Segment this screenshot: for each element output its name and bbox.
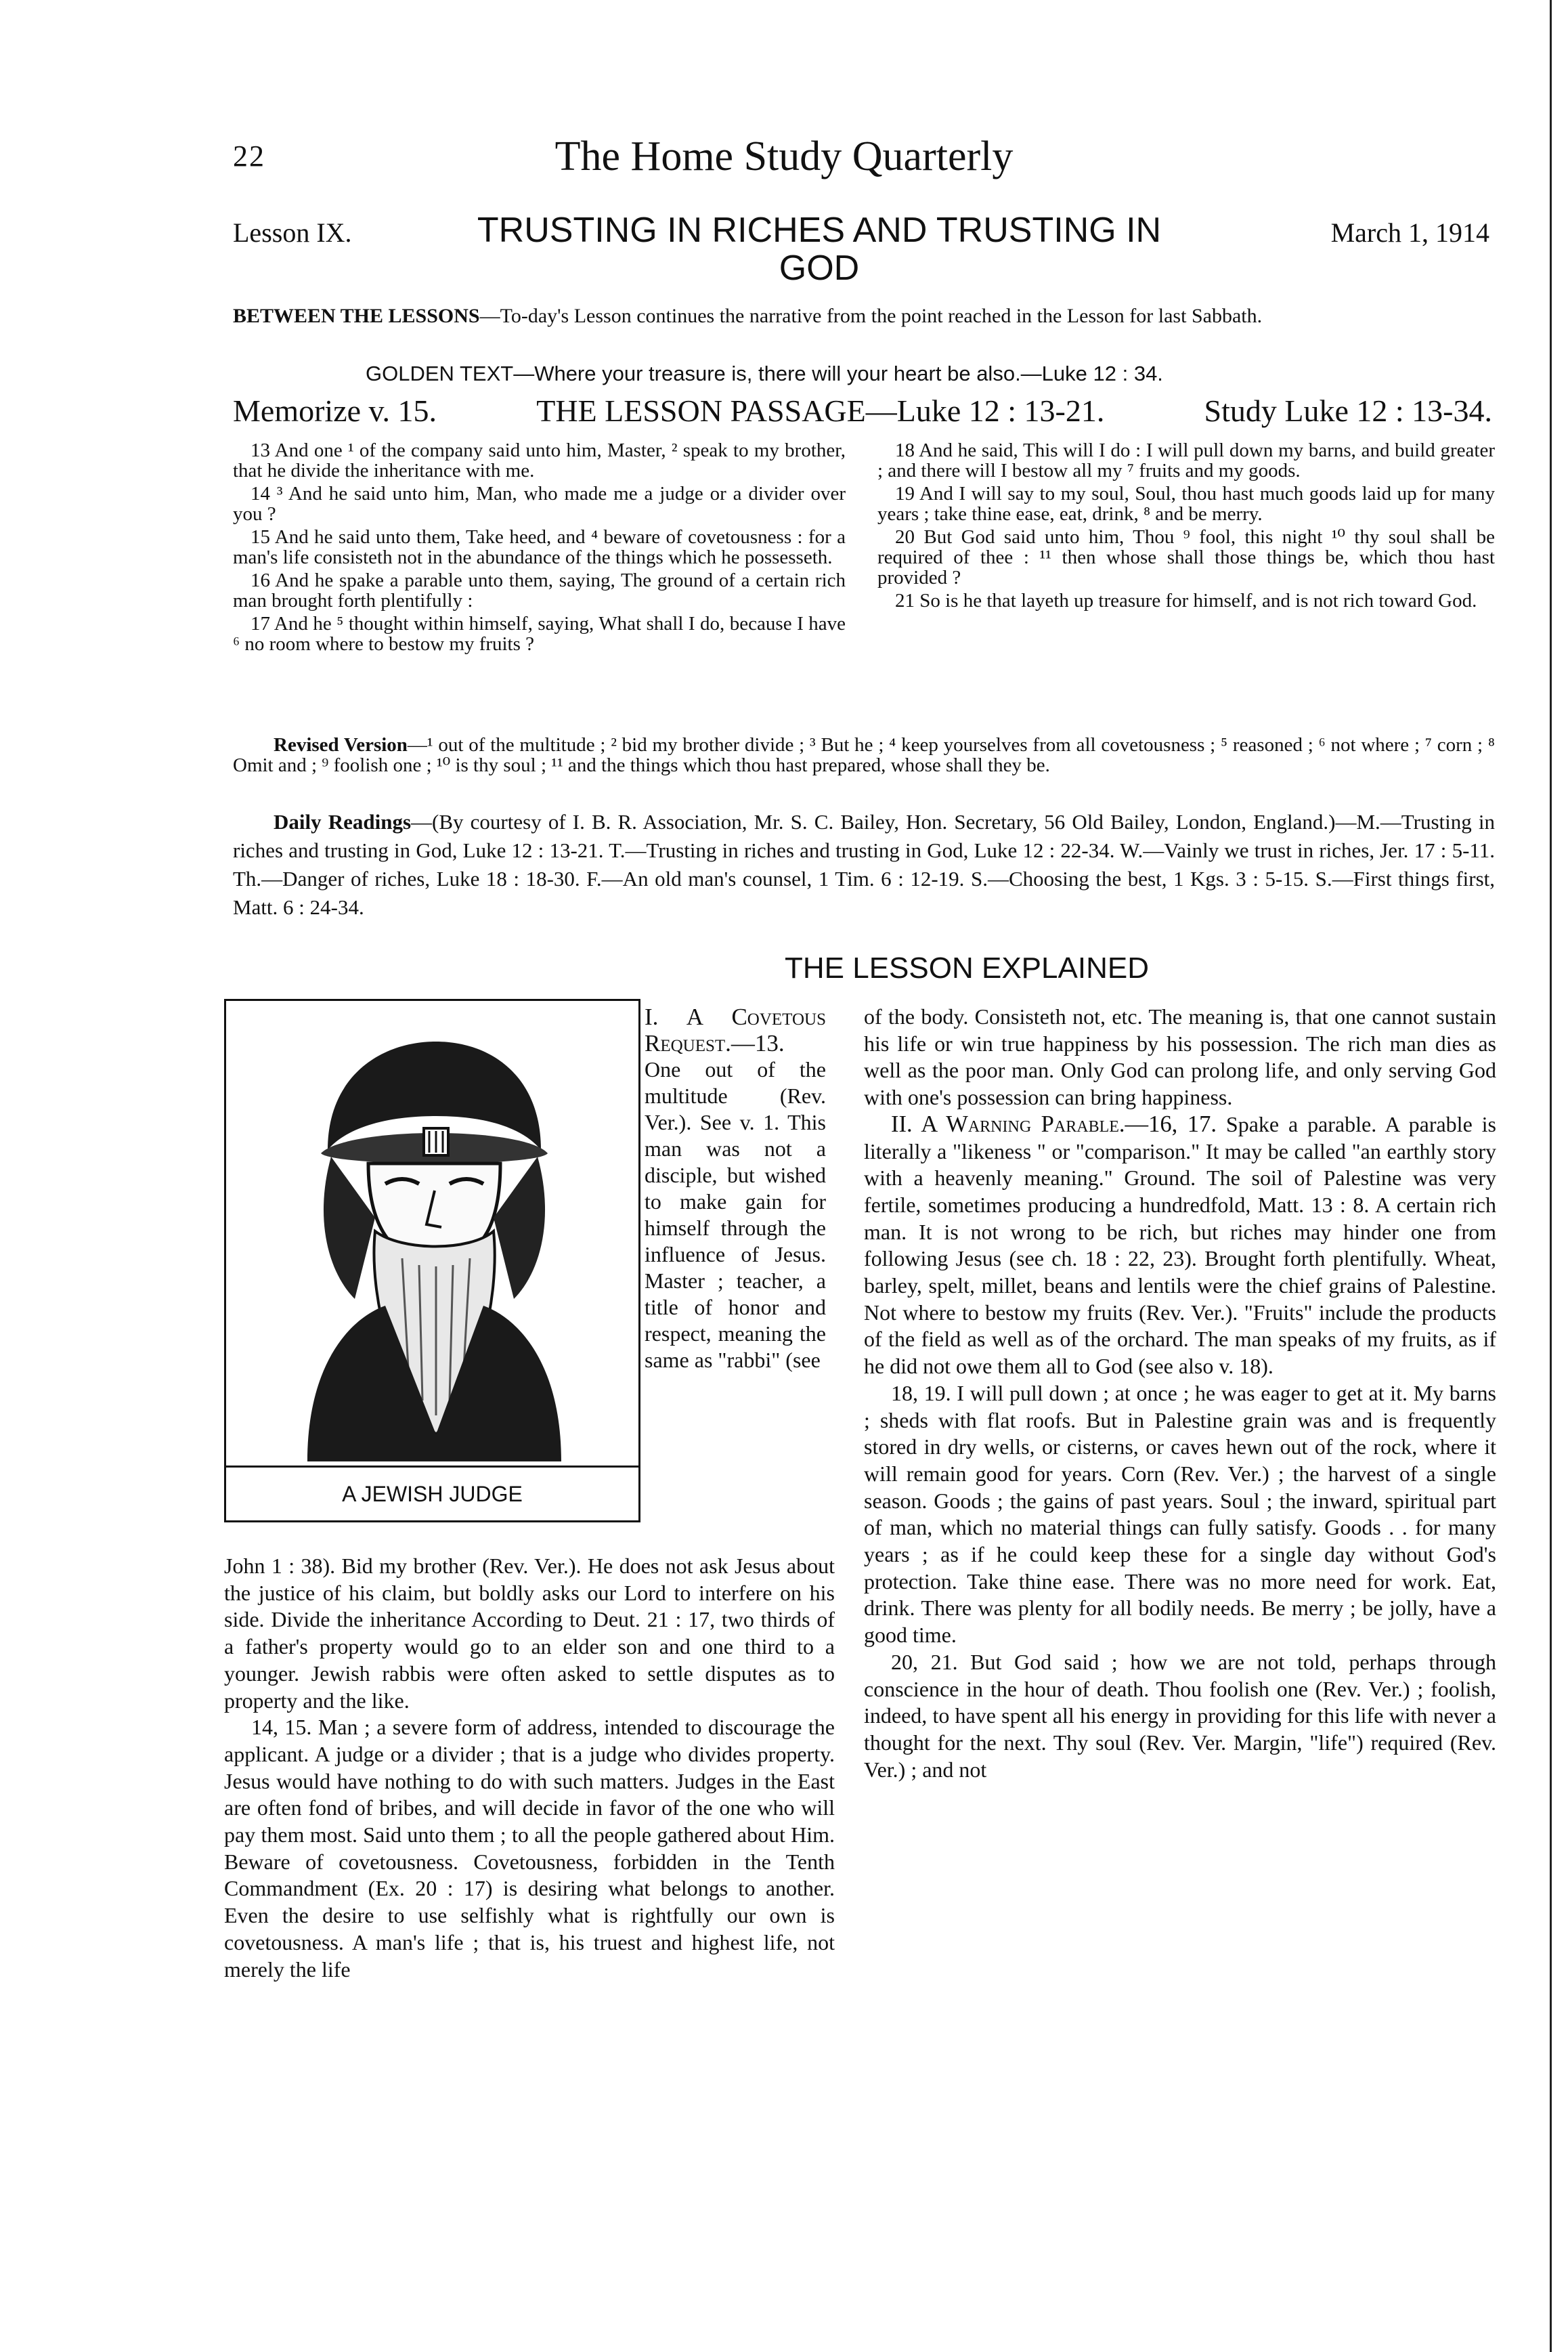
verse: 18 And he said, This will I do : I will pull down my barns, and build greater ; and there will I bestow all my ⁷ fruits and my goods. (877, 440, 1495, 482)
daily-readings (233, 808, 1495, 922)
verse: 21 So is he that layeth up treasure for himself, and is not rich toward God. (895, 590, 1477, 612)
figure-caption: A JEWISH JUDGE (226, 1466, 638, 1520)
between-lessons (233, 303, 1489, 329)
explanation-right-column (864, 1004, 1496, 1783)
paragraph: 18, 19. I will pull down ; at once ; he was eager to get at it. My barns ; sheds with flat roofs. But in Palestine grain was and is frequently stored in dry wells, or cisterns, or caves hewn out of the rock, where it will remain good for years. Corn (Rev. Ver.) ; the harvest of a single season. Goods ; the gains of past years. Soul ; the inward, spiritual part of man, which no material things can fully satisfy. Goods . . for many years ; as if he could keep these for a single day without God's protection. Take thine ease. There was no more need for work. Eat, drink. There was plenty for all bodily needs. Be merry ; be jolly, have a good time. (864, 1380, 1496, 1648)
passage-header (233, 393, 1492, 429)
section-one-heading: I. A Covetous Request.—13. (645, 1004, 826, 1056)
verse: 15 And he said unto them, Take heed, and ⁴ beware of covetousness : for a man's life consisteth not in the abundance of the things which he possesseth. (233, 526, 846, 568)
paragraph: 14, 15. Man ; a severe form of address, intended to discourage the applicant. A judge or a divider ; that is a judge who divides property. Jesus would have nothing to do with such matters. Judges in the East are often fond of bribes, and will decide in favor of the one who will pay them most. Said unto them ; to all the people gathered about Him. Beware of covetousness. Covetousness, forbidden in the Tenth Commandment (Ex. 20 : 17) is desiring what belongs to another. Even the desire to use selfishly what is rightfully our own is covetousness. A man's life ; that is, his truest and highest life, not merely the life (224, 1715, 835, 1982)
verse: 19 And I will say to my soul, Soul, thou hast much goods laid up for many years ; take thine ease, eat, drink, ⁸ and be merry. (877, 483, 1495, 525)
verse: 16 And he spake a parable unto them, saying, The ground of a certain rich man brought forth plentifully : (233, 570, 846, 612)
paragraph: of the body. Consisteth not, etc. The meaning is, that one cannot sustain his life or win true happiness by his possession. The rich man dies as well as the poor man. Only God can prolong life, and only serving God with one's possession can bring happiness. (864, 1004, 1496, 1110)
verse: 20 But God said unto him, Thou ⁹ fool, this night ¹⁰ thy soul shall be required of thee : ¹¹ then whose shall those things be, which thou hast provided ? (877, 526, 1495, 589)
verse: 14 ³ And he said unto him, Man, who made me a judge or a divider over you ? (233, 483, 846, 525)
passage-right-column (877, 440, 1495, 614)
memorize-note: Memorize v. 15. (233, 393, 437, 428)
section-heading: THE LESSON EXPLAINED (785, 952, 1149, 985)
revised-version-notes (233, 735, 1495, 775)
verse: 13 And one ¹ of the company said unto him, Master, ² speak to my brother, that he divide the inheritance with me. (233, 440, 846, 482)
page-edge (1550, 0, 1552, 2352)
daily-readings-text: —(By courtesy of I. B. R. Association, Mr. S. C. Bailey, Hon. Secretary, 56 Old Bailey, London, England.)—M.—Trusting in riches and trusting in God, Luke 12 : 13-21. T.—Trusting in riches and trusting in God, Luke 12 : 22-34. W.—Vainly we trust in riches, Jer. 17 : 5-11. Th.—Danger of riches, Luke 18 : 18-30. F.—An old man's counsel, 1 Tim. 6 : 12-19. S.—Choosing the best, 1 Kgs. 3 : 5-15. S.—First things first, Matt. 6 : 24-34. (233, 810, 1495, 919)
section-two-heading: II. A Warning Parable.—16, 17. (891, 1111, 1217, 1137)
paragraph (864, 1111, 1496, 1380)
jewish-judge-illustration (267, 1014, 602, 1461)
revised-version-text: —¹ out of the multitude ; ² bid my brother divide ; ³ But he ; ⁴ keep yourselves from all covetousness ; ⁵ reasoned ; ⁶ not where ; ⁷ corn ; ⁸ Omit and ; ⁹ foolish one ; ¹⁰ is thy soul ; ¹¹ and the things which thou hast prepared, whose shall they be. (233, 734, 1495, 776)
jewish-judge-figure (224, 999, 640, 1522)
between-lessons-text: —To-day's Lesson continues the narrative from the point reached in the Lesson for last Sabbath. (479, 305, 1263, 327)
explanation-left-column (224, 1553, 835, 1983)
paragraph: John 1 : 38). Bid my brother (Rev. Ver.). He does not ask Jesus about the justice of his claim, but boldly asks our Lord to interfere on his side. Divide the inheritance According to Deut. 21 : 17, two thirds of a father's property would go to an elder son and one third to a younger. Jewish rabbis were often asked to settle disputes as to property and the like. (224, 1554, 835, 1713)
lesson-title: TRUSTING IN RICHES AND TRUSTING IN GOD (477, 211, 1162, 288)
between-lessons-label: BETWEEN THE LESSONS (233, 305, 480, 327)
daily-readings-label: Daily Readings (274, 810, 412, 834)
running-title: The Home Study Quarterly (554, 133, 1014, 179)
lesson-number: Lesson IX. (233, 217, 352, 248)
passage-left-column (233, 440, 846, 657)
verse: 17 And he ⁵ thought within himself, saying, What shall I do, because I have ⁶ no room where to bestow my fruits ? (233, 613, 846, 655)
page-number: 22 (233, 140, 265, 173)
lesson-date: March 1, 1914 (1330, 217, 1489, 248)
paragraph: 20, 21. But God said ; how we are not told, perhaps through conscience in the hour of death. Thou foolish one (Rev. Ver.) ; foolish, indeed, to have spent all his energy in providing for this life with never a thought for the next. Thy soul (Rev. Ver. Margin, "life") required (Rev. Ver.) ; and not (864, 1649, 1496, 1782)
revised-version-label: Revised Version (274, 734, 408, 756)
passage-title: THE LESSON PASSAGE—Luke 12 : 13-21. (536, 393, 1105, 428)
study-note: Study Luke 12 : 13-34. (1204, 393, 1492, 428)
golden-text: GOLDEN TEXT—Where your treasure is, there will your heart be also.—Luke 12 : 34. (366, 362, 1163, 385)
explanation-narrow-column (645, 1004, 826, 1373)
section-two-text: Spake a parable. A parable is literally a "likeness " or "comparison." It may be called "an earthly story with a heavenly meaning." Ground. The soil of Palestine was very fertile, sometimes producing a hundredfold, Matt. 13 : 8. A certain rich man. It is not wrong to be rich, but riches may hinder one from following Jesus (see ch. 18 : 22, 23). Brought forth plentifully. Wheat, barley, spelt, millet, beans and lentils were the chief grains of Palestine. Not where to bestow my fruits (Rev. Ver.). "Fruits" include the products of the field as well as of the orchard. The man speaks of my fruits, as if he did not owe them all to God (see also v. 18). (864, 1111, 1497, 1379)
section-one-narrow-text: One out of the multitude (Rev. Ver.). See v. 1. This man was not a disciple, but wished to make gain for himself through the influence of Jesus. Master ; teacher, a title of honor and respect, meaning the same as "rabbi" (see (645, 1057, 826, 1372)
